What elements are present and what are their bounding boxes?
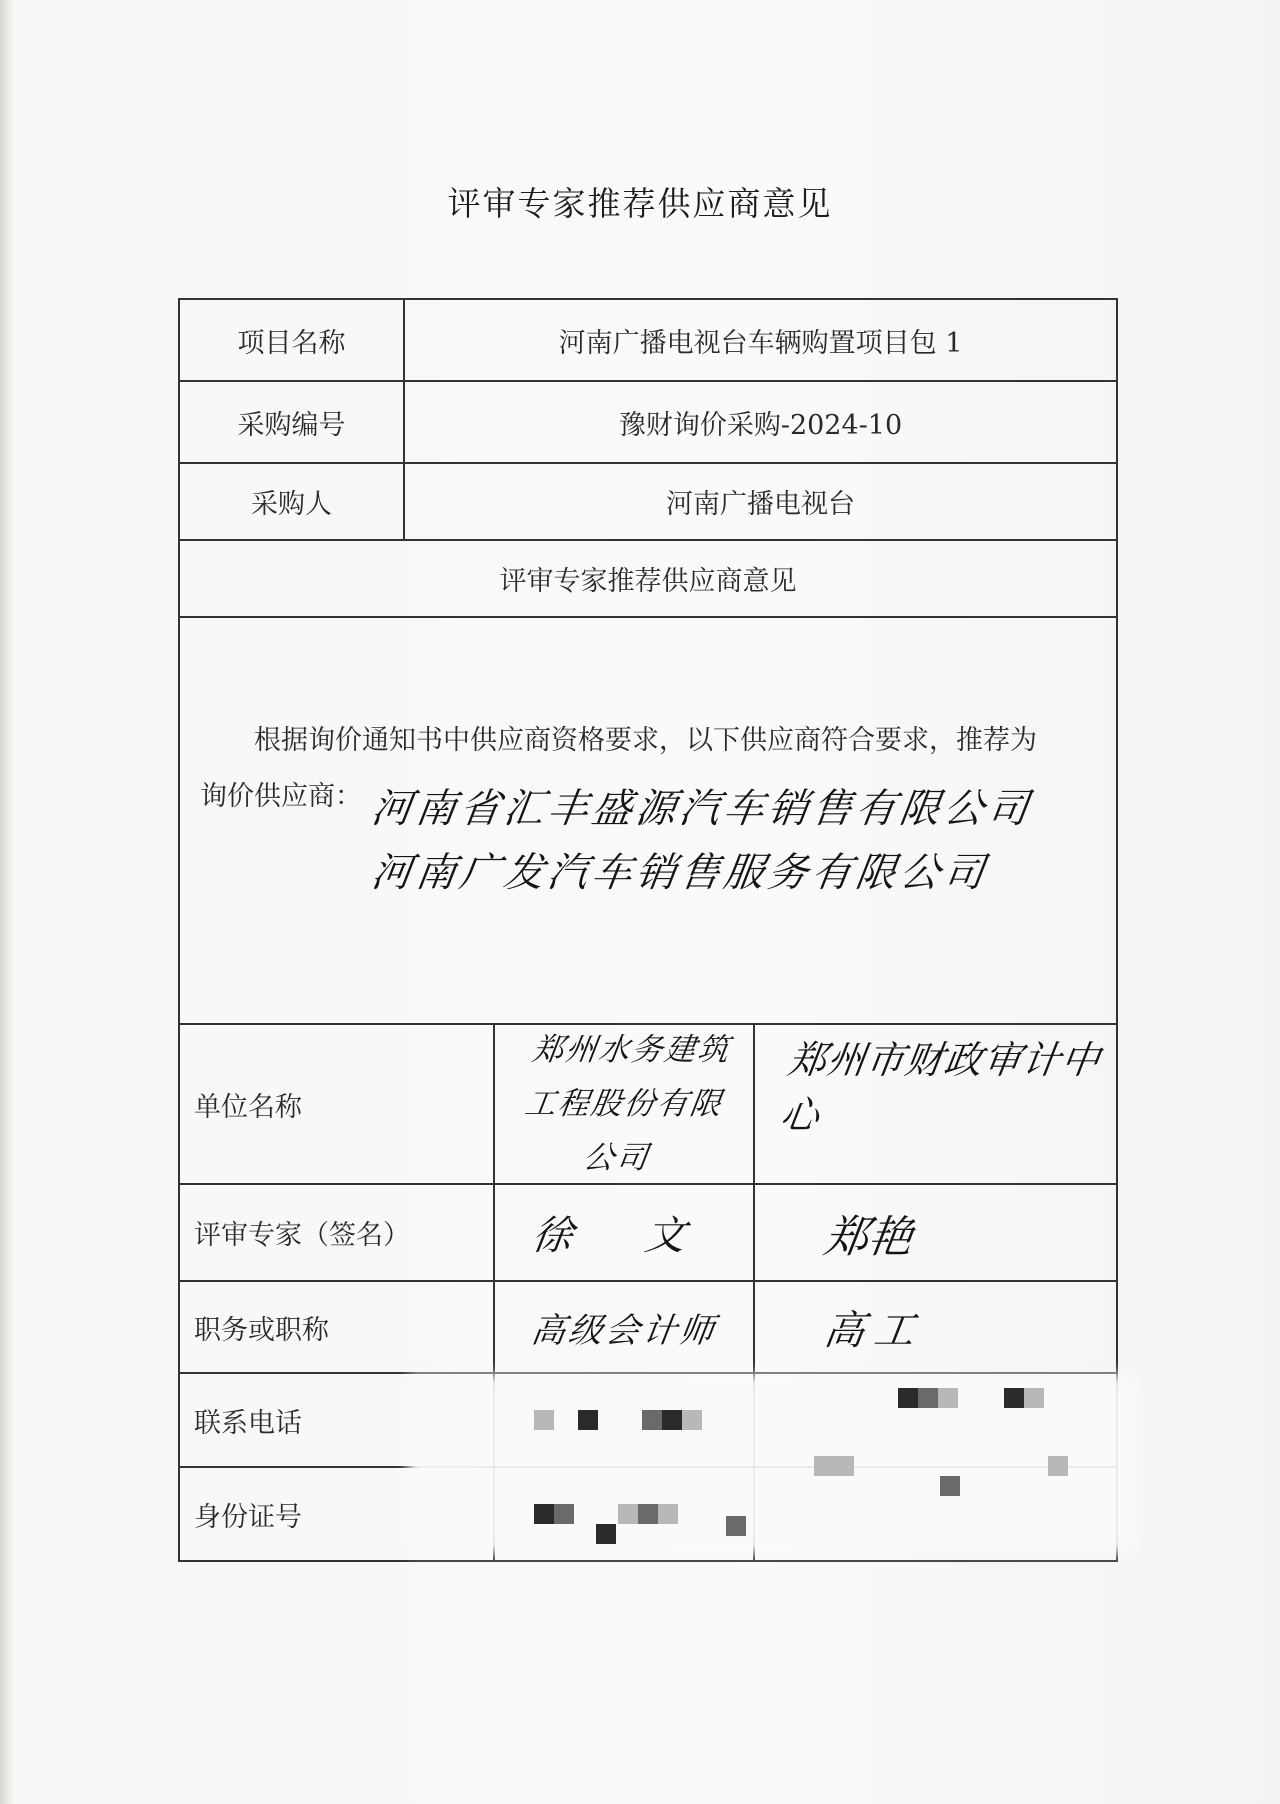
- expert-signature-a: [495, 1185, 755, 1280]
- job-title-b-text: 高工: [821, 1307, 928, 1354]
- redaction-pixel: [638, 1504, 658, 1524]
- redaction-pixel: [662, 1410, 682, 1430]
- redaction-overlay-line: [418, 1446, 478, 1466]
- label-expert-signature: 评审专家（签名）: [180, 1185, 495, 1280]
- redaction-pixel: [534, 1410, 554, 1430]
- unit-name-a-text: 郑州水务建筑工程股份有限公司: [522, 1032, 734, 1176]
- expert-signature-b-text: 郑艳: [820, 1211, 916, 1263]
- redaction-pixel: [554, 1504, 574, 1524]
- unit-name-b-text: 郑州市财政审计中心: [777, 1038, 1104, 1137]
- document-title: 评审专家推荐供应商意见: [447, 184, 833, 223]
- review-form-table: [178, 298, 1118, 1562]
- redaction-pixel: [726, 1516, 746, 1536]
- redaction-pixel: [682, 1410, 702, 1430]
- redaction-pixel: [578, 1410, 598, 1430]
- supplier-2: 河南广发汽车销售服务有限公司: [368, 850, 992, 896]
- opinion-prefix: 询价供应商：: [200, 781, 362, 812]
- opinion-cell: [180, 618, 1116, 1023]
- redaction-pixel: [618, 1504, 638, 1524]
- row-unit-name: [178, 1025, 1118, 1185]
- redaction-pixel: [814, 1456, 834, 1476]
- value-purchaser: 河南广播电视台: [666, 489, 855, 520]
- label-job-title: 职务或职称: [180, 1282, 495, 1372]
- row-procurement-no: [178, 382, 1118, 464]
- redaction-pixel: [1024, 1388, 1044, 1408]
- label-phone: 联系电话: [180, 1374, 495, 1466]
- redaction-pixel: [534, 1504, 554, 1524]
- supplier-1: 河南省汇丰盛源汽车销售有限公司: [368, 786, 1036, 832]
- job-title-a: [495, 1282, 755, 1372]
- redaction-pixel: [938, 1388, 958, 1408]
- label-project-name: 项目名称: [180, 300, 405, 380]
- job-title-a-text: 高级会计师: [528, 1310, 719, 1351]
- label-purchaser: 采购人: [180, 464, 405, 539]
- label-procurement-no: 采购编号: [180, 382, 405, 462]
- unit-name-expert-a: [495, 1025, 755, 1183]
- redaction-pixel: [898, 1388, 918, 1408]
- redaction-pixel: [658, 1504, 678, 1524]
- row-section-header: [178, 541, 1118, 618]
- label-unit-name: 单位名称: [180, 1025, 495, 1183]
- expert-signature-a-text: 徐 文: [528, 1213, 719, 1259]
- opinion-line-1: 根据询价通知书中供应商资格要求，以下供应商符合要求，推荐为: [254, 725, 1037, 756]
- section-header: 评审专家推荐供应商意见: [499, 566, 797, 597]
- opinion-line-2: [200, 769, 1096, 905]
- row-job-title: [178, 1282, 1118, 1374]
- job-title-b: [755, 1282, 1116, 1372]
- row-opinion: [178, 618, 1118, 1025]
- value-project-name: 河南广播电视台车辆购置项目包 1: [558, 327, 963, 359]
- row-purchaser: [178, 464, 1118, 541]
- redaction-pixel: [596, 1524, 616, 1544]
- value-procurement-no: 豫财询价采购-2024-10: [618, 409, 903, 441]
- opinion-text: [180, 618, 1116, 905]
- supplier-list: [368, 777, 1036, 905]
- row-expert-signature: [178, 1185, 1118, 1282]
- redaction-pixel: [1048, 1456, 1068, 1476]
- expert-signature-b: [755, 1185, 1116, 1280]
- label-id-number: 身份证号: [180, 1468, 495, 1560]
- redaction-pixel: [918, 1388, 938, 1408]
- redaction-pixel: [642, 1410, 662, 1430]
- row-project-name: [178, 298, 1118, 382]
- redaction-pixel: [834, 1456, 854, 1476]
- redaction-pixel: [940, 1476, 960, 1496]
- unit-name-expert-b: [755, 1025, 1116, 1183]
- redaction-pixel: [1004, 1388, 1024, 1408]
